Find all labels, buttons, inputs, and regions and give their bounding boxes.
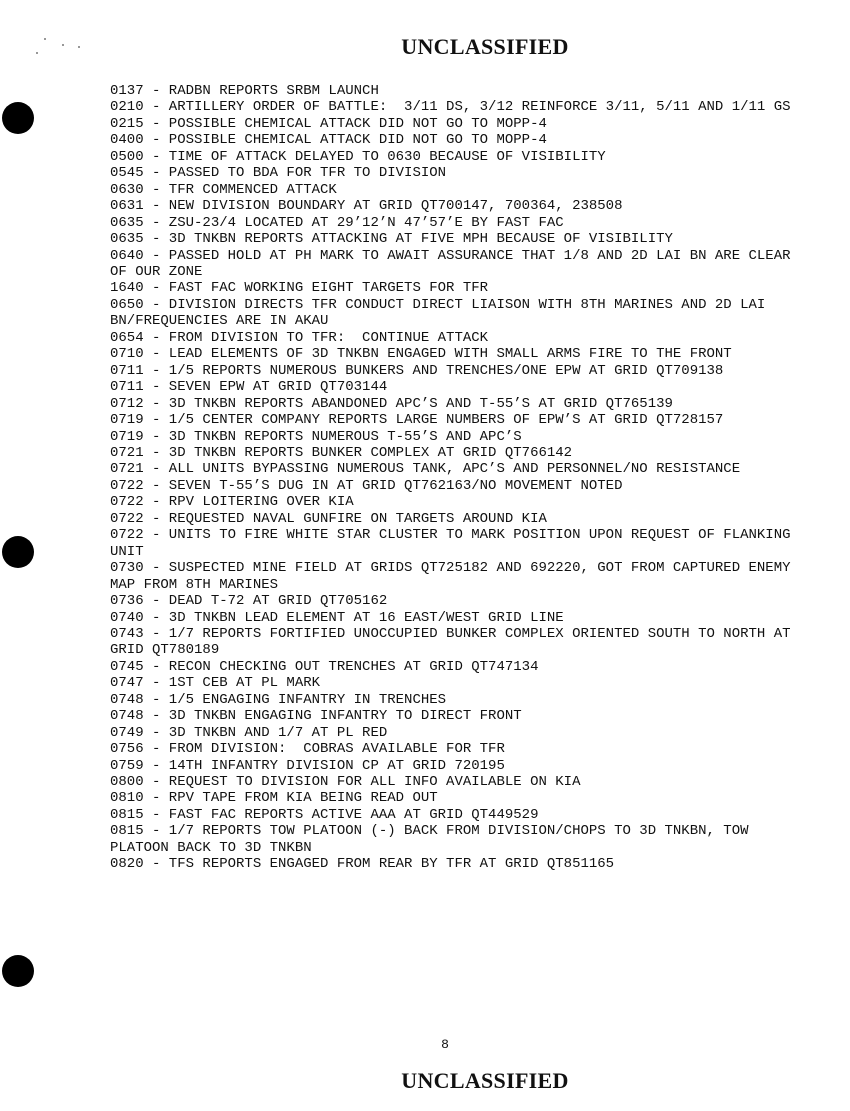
log-entry: 0748 - 1/5 ENGAGING INFANTRY IN TRENCHES <box>110 691 447 708</box>
page-number: 8 <box>441 1037 449 1052</box>
log-entry: 0650 - DIVISION DIRECTS TFR CONDUCT DIRECT LIAISON WITH 8TH MARINES AND 2D LAI BN/FREQUENCIES ARE IN AKAU <box>110 296 774 330</box>
log-entry: 0820 - TFS REPORTS ENGAGED FROM REAR BY TFR AT GRID QT851165 <box>110 856 615 873</box>
log-entry: 0654 - FROM DIVISION TO TFR: CONTINUE ATTACK <box>110 329 489 346</box>
scan-speck <box>62 44 64 46</box>
log-entry: 0400 - POSSIBLE CHEMICAL ATTACK DID NOT GO TO MOPP-4 <box>110 132 547 149</box>
log-entry: 0710 - LEAD ELEMENTS OF 3D TNKBN ENGAGED WITH SMALL ARMS FIRE TO THE FRONT <box>110 346 732 363</box>
log-entry: 0722 - RPV LOITERING OVER KIA <box>110 494 354 511</box>
log-entry: 0631 - NEW DIVISION BOUNDARY AT GRID QT700147, 700364, 238508 <box>110 198 623 215</box>
scan-speck <box>44 38 46 40</box>
log-entry: 1640 - FAST FAC WORKING EIGHT TARGETS FOR TFR <box>110 280 489 297</box>
log-entry: 0210 - ARTILLERY ORDER OF BATTLE: 3/11 DS, 3/12 REINFORCE 3/11, 5/11 AND 1/11 GS <box>110 99 791 116</box>
log-entry: 0815 - 1/7 REPORTS TOW PLATOON (-) BACK FROM DIVISION/CHOPS TO 3D TNKBN, TOW PLATOON BACK TO 3D TNKBN <box>110 823 757 856</box>
log-entry: 0721 - 3D TNKBN REPORTS BUNKER COMPLEX AT GRID QT766142 <box>110 444 573 461</box>
log-entry: 0711 - 1/5 REPORTS NUMEROUS BUNKERS AND TRENCHES/ONE EPW AT GRID QT709138 <box>110 362 724 379</box>
log-entry: 0747 - 1ST CEB AT PL MARK <box>110 675 321 692</box>
log-entry: 0800 - REQUEST TO DIVISION FOR ALL INFO AVAILABLE ON KIA <box>110 774 581 791</box>
log-entry: 0743 - 1/7 REPORTS FORTIFIED UNOCCUPIED BUNKER COMPLEX ORIENTED SOUTH TO NORTH AT GRID QT780189 <box>110 625 799 659</box>
log-entry: 0635 - ZSU-23/4 LOCATED AT 29’12’N 47’57’E BY FAST FAC <box>110 214 564 231</box>
log-entry: 0719 - 3D TNKBN REPORTS NUMEROUS T-55’S AND APC’S <box>110 428 522 445</box>
log-entry: 0719 - 1/5 CENTER COMPANY REPORTS LARGE NUMBERS OF EPW’S AT GRID QT728157 <box>110 412 724 429</box>
log-entry: 0730 - SUSPECTED MINE FIELD AT GRIDS QT725182 AND 692220, GOT FROM CAPTURED ENEMY MAP FROM 8TH MARINES <box>110 560 799 593</box>
log-entry: 0640 - PASSED HOLD AT PH MARK TO AWAIT ASSURANCE THAT 1/8 AND 2D LAI BN ARE CLEAR OF OUR ZONE <box>110 247 799 280</box>
log-entry: 0545 - PASSED TO BDA FOR TFR TO DIVISION <box>110 165 447 182</box>
punch-hole-top <box>2 102 34 134</box>
log-entry: 0810 - RPV TAPE FROM KIA BEING READ OUT <box>110 790 438 807</box>
log-entry: 0736 - DEAD T-72 AT GRID QT705162 <box>110 593 388 610</box>
log-entry: 0711 - SEVEN EPW AT GRID QT703144 <box>110 379 388 396</box>
log-entry: 0749 - 3D TNKBN AND 1/7 AT PL RED <box>110 724 388 741</box>
log-entry: 0722 - REQUESTED NAVAL GUNFIRE ON TARGETS AROUND KIA <box>110 510 547 527</box>
log-entry: 0740 - 3D TNKBN LEAD ELEMENT AT 16 EAST/WEST GRID LINE <box>110 609 564 626</box>
log-entry: 0722 - SEVEN T-55’S DUG IN AT GRID QT762163/NO MOVEMENT NOTED <box>110 477 623 494</box>
scan-speck <box>36 52 38 54</box>
log-entry: 0630 - TFR COMMENCED ATTACK <box>110 181 337 198</box>
chronological-event-log <box>110 83 810 873</box>
log-entry: 0745 - RECON CHECKING OUT TRENCHES AT GRID QT747134 <box>110 658 539 675</box>
footer-classification-marking: UNCLASSIFIED <box>401 1068 569 1093</box>
log-entry: 0759 - 14TH INFANTRY DIVISION CP AT GRID 720195 <box>110 757 505 774</box>
log-entry: 0721 - ALL UNITS BYPASSING NUMEROUS TANK, APC’S AND PERSONNEL/NO RESISTANCE <box>110 461 741 478</box>
log-entry: 0756 - FROM DIVISION: COBRAS AVAILABLE FOR TFR <box>110 741 505 758</box>
punch-hole-bottom <box>2 955 34 987</box>
log-entry: 0722 - UNITS TO FIRE WHITE STAR CLUSTER TO MARK POSITION UPON REQUEST OF FLANKING UNIT <box>110 527 799 560</box>
log-entry: 0635 - 3D TNKBN REPORTS ATTACKING AT FIVE MPH BECAUSE OF VISIBILITY <box>110 231 673 248</box>
log-entry: 0500 - TIME OF ATTACK DELAYED TO 0630 BECAUSE OF VISIBILITY <box>110 148 606 165</box>
scan-speck <box>78 46 80 48</box>
punch-hole-middle <box>2 536 34 568</box>
header-classification-marking: UNCLASSIFIED <box>401 34 569 59</box>
log-entry: 0815 - FAST FAC REPORTS ACTIVE AAA AT GRID QT449529 <box>110 806 539 823</box>
log-entry: 0137 - RADBN REPORTS SRBM LAUNCH <box>110 83 379 99</box>
log-entry: 0712 - 3D TNKBN REPORTS ABANDONED APC’S AND T-55’S AT GRID QT765139 <box>110 395 673 412</box>
log-entry: 0748 - 3D TNKBN ENGAGING INFANTRY TO DIRECT FRONT <box>110 708 522 725</box>
log-entry: 0215 - POSSIBLE CHEMICAL ATTACK DID NOT GO TO MOPP-4 <box>110 115 547 132</box>
